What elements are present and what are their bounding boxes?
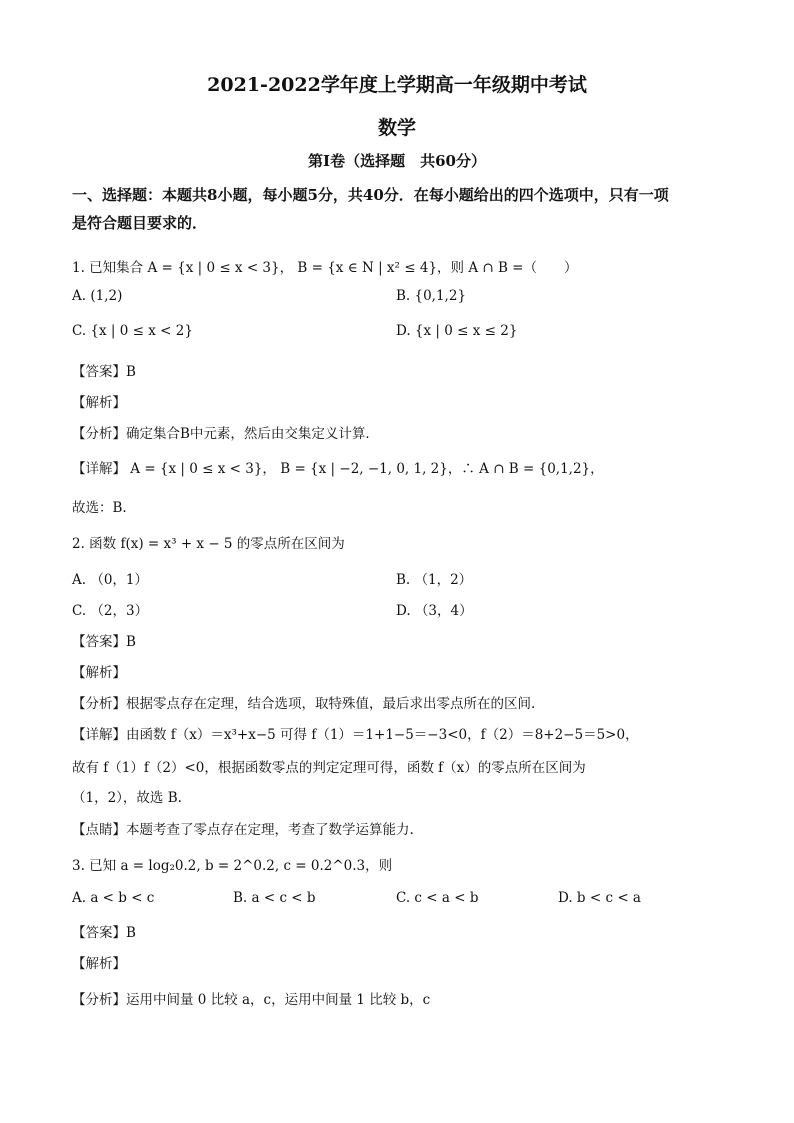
q2-option-b: B. （1，2） — [396, 572, 473, 588]
q2-stem: 2. 函数 f(x) = x³ + x − 5 的零点所在区间为 — [72, 536, 345, 552]
q3-answer: 【答案】B — [72, 925, 136, 941]
q1-option-a: A. (1,2) — [72, 288, 123, 304]
exam-title: 2021-2022学年度上学期高一年级期中考试 — [207, 74, 587, 96]
q3-option-b: B. a < c < b — [233, 890, 316, 906]
q2-xiangjie-line2: 故有 f（1）f（2）<0，根据函数零点的判定定理可得，函数 f（x）的零点所在区间为 — [72, 760, 586, 776]
q2-jiexi: 【解析】 — [72, 665, 126, 681]
q1-answer: 【答案】B — [72, 364, 136, 380]
q2-option-c: C. （2，3） — [72, 603, 149, 619]
q1-option-d: D. {x | 0 ≤ x ≤ 2} — [396, 323, 518, 339]
section-title: 第I卷（选择题 共60分） — [308, 152, 486, 170]
part1-heading-line1: 一、选择题：本题共8小题，每小题5分，共40分．在每小题给出的四个选项中，只有一项 — [72, 186, 669, 204]
q3-option-a: A. a < b < c — [72, 890, 155, 906]
q2-dianjing: 【点睛】本题考查了零点存在定理，考查了数学运算能力. — [72, 822, 414, 838]
q1-option-b: B. {0,1,2} — [396, 288, 467, 304]
q1-conclusion: 故选：B. — [72, 500, 127, 516]
q3-jiexi: 【解析】 — [72, 956, 126, 972]
q2-fenxi: 【分析】根据零点存在定理，结合选项，取特殊值，最后求出零点所在的区间. — [72, 696, 536, 712]
part1-heading-line2: 是符合题目要求的． — [72, 214, 208, 232]
q3-stem: 3. 已知 a = log₂0.2, b = 2^0.2, c = 0.2^0.3，则 — [72, 858, 393, 874]
q2-xiangjie-line3: （1，2），故选 B. — [72, 790, 182, 806]
q1-fenxi: 【分析】确定集合B中元素，然后由交集定义计算． — [72, 426, 379, 442]
q1-stem: 1. 已知集合 A = {x | 0 ≤ x < 3}， B = {x ∈ N | x² ≤ 4}，则 A ∩ B =（ ） — [72, 260, 578, 276]
q1-option-c: C. {x | 0 ≤ x < 2} — [72, 323, 193, 339]
q2-xiangjie: 【详解】由函数 f（x）＝x³+x−5 可得 f（1）＝1+1−5＝−3<0，f（2）＝8+2−5＝5>0， — [72, 727, 639, 743]
q1-xiangjie: 【详解】 A = {x | 0 ≤ x < 3}， B = {x | −2, −1, 0, 1, 2}，∴ A ∩ B = {0,1,2}， — [72, 461, 604, 477]
q3-option-c: C. c < a < b — [396, 890, 479, 906]
subject-title: 数学 — [377, 117, 416, 139]
q3-option-d: D. b < c < a — [558, 890, 641, 906]
q2-option-d: D. （3，4） — [396, 603, 473, 619]
q2-answer: 【答案】B — [72, 634, 136, 650]
q2-option-a: A. （0，1） — [72, 572, 149, 588]
q3-fenxi: 【分析】运用中间量 0 比较 a，c，运用中间量 1 比较 b，c — [72, 992, 431, 1008]
q1-jiexi: 【解析】 — [72, 395, 126, 411]
